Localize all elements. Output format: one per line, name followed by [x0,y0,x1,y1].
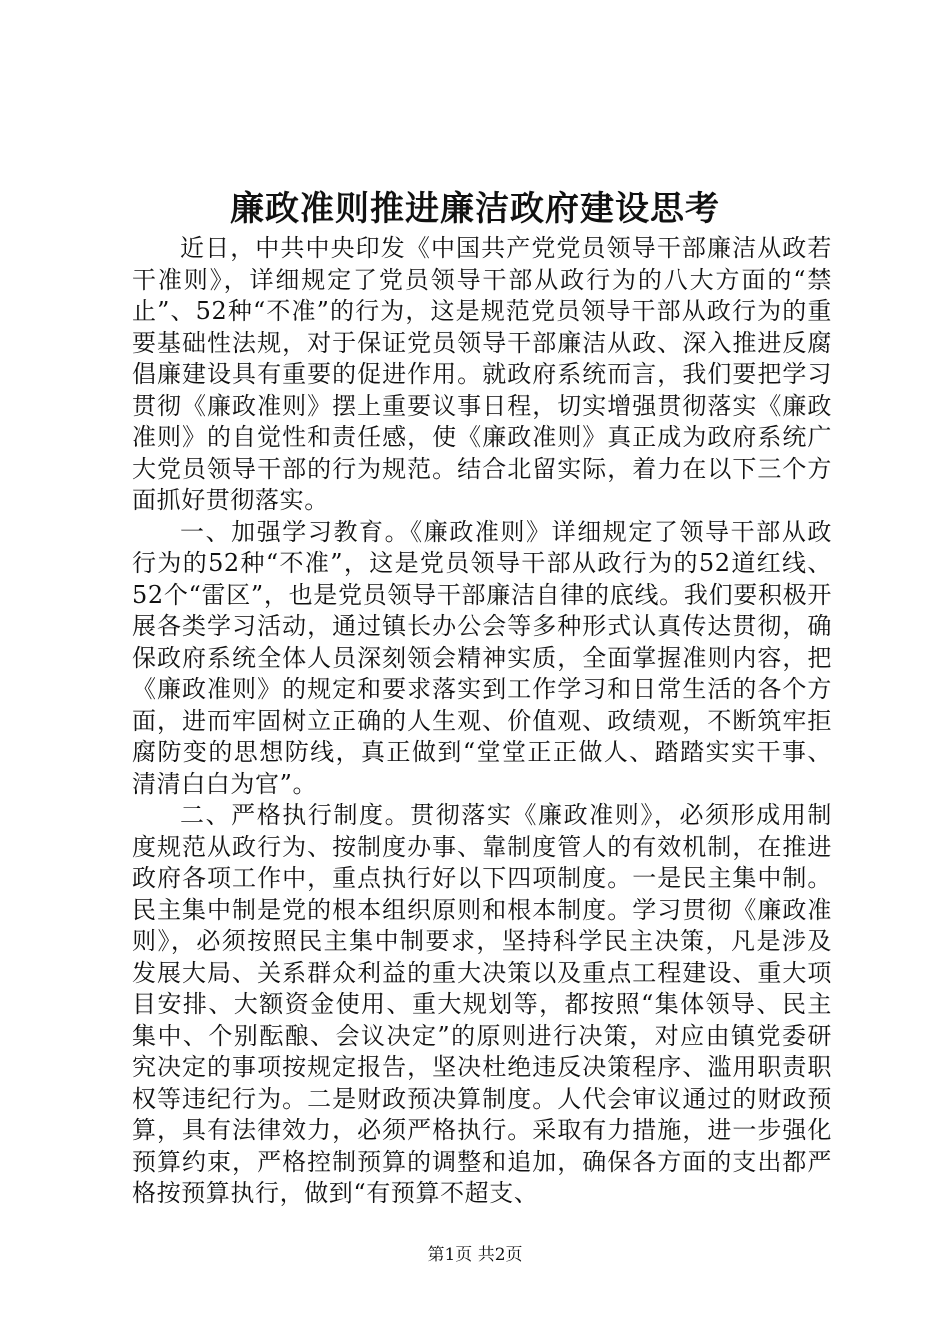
page-indicator: 第1页 共2页 [427,1245,523,1265]
document-body [132,233,832,1210]
paragraph-intro: 近日，中共中央印发《中国共产党党员领导干部廉洁从政若干准则》，详细规定了党员领导干部从政行为的八大方面的“禁止”、52种“不准”的行为，这是规范党员领导干部从政行为的重要基础性法规，对于保证党员领导干部廉洁从政、深入推进反腐倡廉建设具有重要的促进作用。就政府系统而言，我们要把学习贯彻《廉政准则》摆上重要议事日程，切实增强贯彻落实《廉政准则》的自觉性和责任感，使《廉政准则》真正成为政府系统广大党员领导干部的行为规范。结合北留实际，着力在以下三个方面抓好贯彻落实。 [132,234,832,514]
paragraph-section-1: 一、加强学习教育。《廉政准则》详细规定了领导干部从政行为的52种“不准”，这是党员领导干部从政行为的52道红线、52个“雷区”，也是党员领导干部廉洁自律的底线。我们要积极开展各类学习活动，通过镇长办公会等多种形式认真传达贯彻，确保政府系统全体人员深刻领会精神实质，全面掌握准则内容，把《廉政准则》的规定和要求落实到工作学习和日常生活的各个方面，进而牢固树立正确的人生观、价值观、政绩观，不断筑牢拒腐防变的思想防线，真正做到“堂堂正正做人、踏踏实实干事、清清白白为官”。 [132,517,832,798]
paragraph-section-2: 二、严格执行制度。贯彻落实《廉政准则》，必须形成用制度规范从政行为、按制度办事、靠制度管人的有效机制，在推进政府各项工作中，重点执行好以下四项制度。一是民主集中制。民主集中制是党的根本组织原则和根本制度。学习贯彻《廉政准则》，必须按照民主集中制要求，坚持科学民主决策，凡是涉及发展大局、关系群众利益的重大决策以及重点工程建设、重大项目安排、大额资金使用、重大规划等，都按照“集体领导、民主集中、个别酝酿、会议决定”的原则进行决策，对应由镇党委研究决定的事项按规定报告，坚决杜绝违反决策程序、滥用职责职权等违纪行为。二是财政预决算制度。人代会审议通过的财政预算，具有法律效力，必须严格执行。采取有力措施，进一步强化预算约束，严格控制预算的调整和追加，确保各方面的支出都严格按预算执行，做到“有预算不超支、 [132,801,832,1207]
document-title: 廉政准则推进廉洁政府建设思考 [230,189,720,229]
